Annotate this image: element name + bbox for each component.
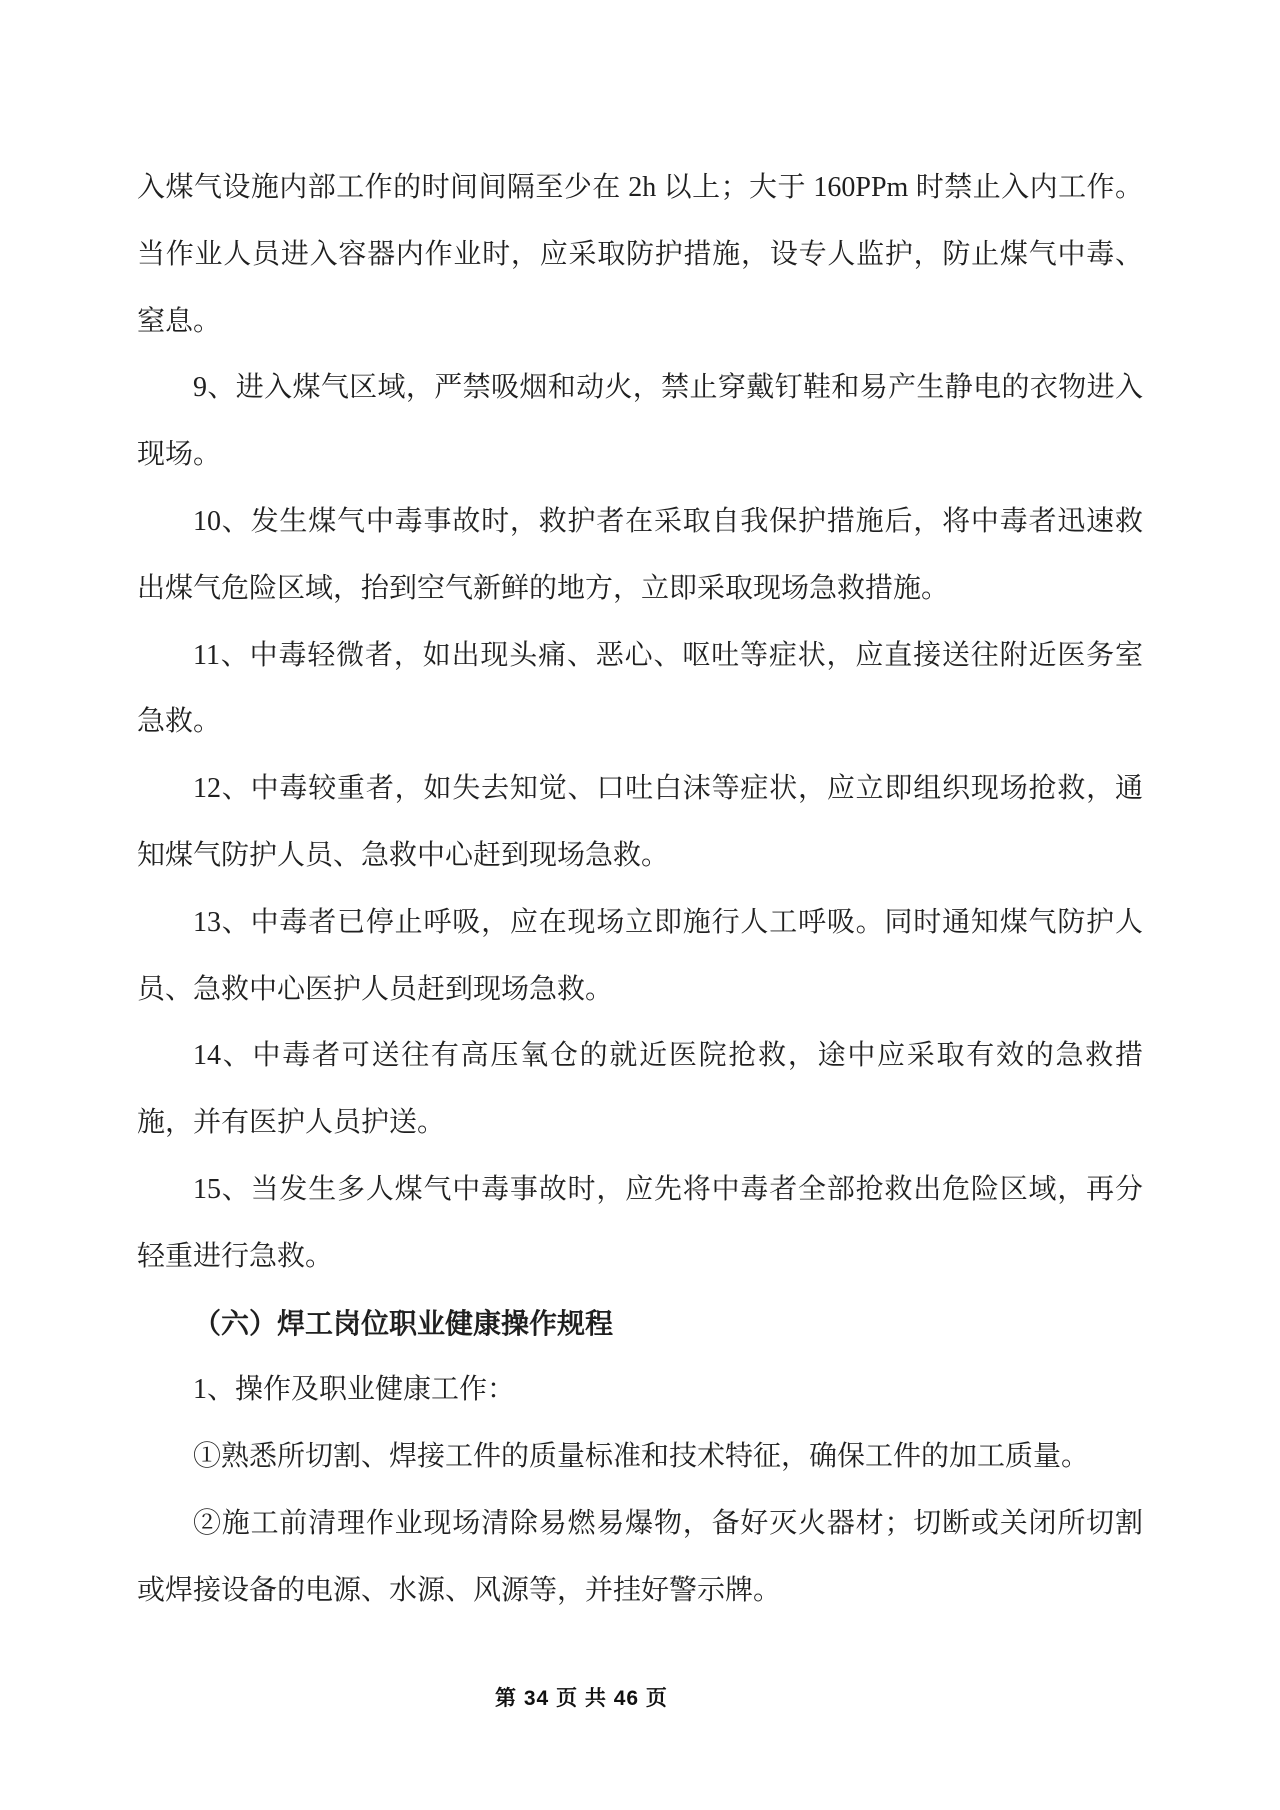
list-item-9: 9、进入煤气区域，严禁吸烟和动火，禁止穿戴钉鞋和易产生静电的衣物进入现场。 [137,372,1143,471]
section-heading: （六）焊工岗位职业健康操作规程 [193,1307,614,1339]
document-body [137,155,1143,1625]
step-item-2: ②施工前清理作业现场清除易燃易爆物，备好灭火器材；切断或关闭所切割或焊接设备的电源、水源、风源等，并挂好警示牌。 [137,1507,1143,1606]
list-item-12: 12、中毒较重者，如失去知觉、口吐白沫等症状，应立即组织现场抢救，通知煤气防护人员、急救中心赶到现场急救。 [137,773,1143,871]
page-footer: 第 34 页 共 46 页 [495,1687,668,1710]
step-item-1: ①熟悉所切割、焊接工件的质量标准和技术特征，确保工件的加工质量。 [193,1441,1090,1473]
list-item-10: 10、发生煤气中毒事故时，救护者在采取自我保护措施后，将中毒者迅速救出煤气危险区域，抬到空气新鲜的地方，立即采取现场急救措施。 [137,505,1143,604]
list-item-13: 13、中毒者已停止呼吸，应在现场立即施行人工呼吸。同时通知煤气防护人员、急救中心医护人员赶到现场急救。 [137,906,1143,1005]
list-item-14: 14、中毒者可送往有高压氧仓的就近医院抢救，途中应采取有效的急救措施，并有医护人员护送。 [137,1040,1143,1139]
list-item-1: 1、操作及职业健康工作： [193,1374,516,1406]
list-item-15: 15、当发生多人煤气中毒事故时，应先将中毒者全部抢救出危险区域，再分轻重进行急救。 [137,1173,1143,1272]
list-item-11: 11、中毒轻微者，如出现头痛、恶心、呕吐等症状，应直接送往附近医务室急救。 [137,639,1143,738]
paragraph-continuation: 入煤气设施内部工作的时间间隔至少在 2h 以上；大于 160PPm 时禁止入内工作。当作业人员进入容器内作业时，应采取防护措施，设专人监护，防止煤气中毒、窒息。 [137,172,1143,337]
